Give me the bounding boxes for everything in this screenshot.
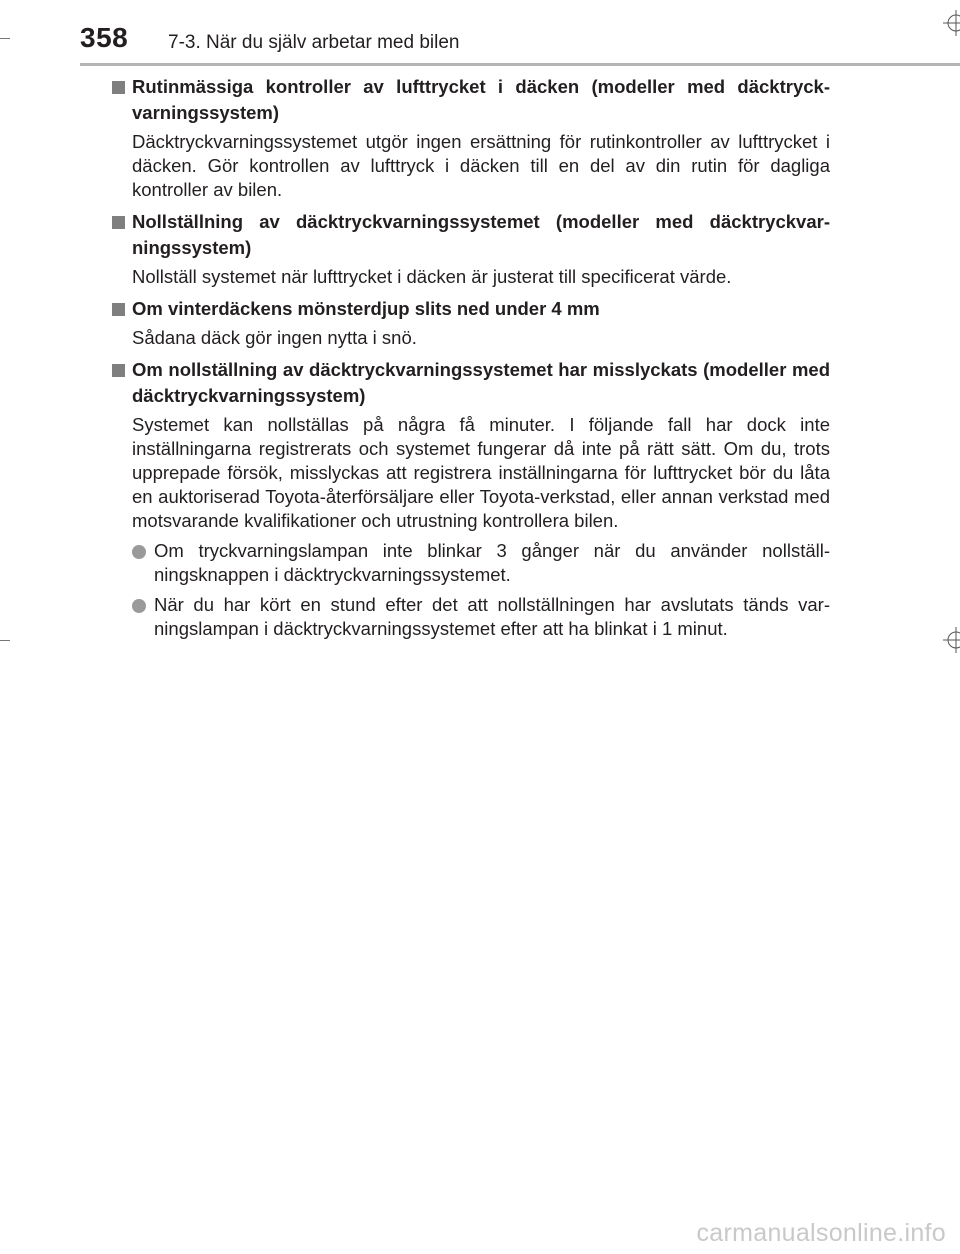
chapter-title: 7-3. När du själv arbetar med bilen — [168, 32, 460, 53]
section-heading — [112, 74, 830, 126]
section-reset-failed — [112, 357, 830, 641]
watermark: carmanualsonline.info — [696, 1219, 946, 1247]
section-heading-text: Om vinterdäckens mönsterdjup slits ned under 4 mm — [132, 298, 600, 319]
circle-bullet-icon — [132, 545, 146, 559]
section-body: Nollställ systemet när lufttrycket i däcken är justerat till specificerat värde. — [132, 266, 732, 287]
circle-bullet-icon — [132, 599, 146, 613]
section-heading-text: Om nollställning av däcktryckvarningssystemet har misslyckats (modeller med däcktryckvarningssystem) — [132, 359, 830, 406]
list-item — [132, 539, 830, 587]
square-bullet-icon — [112, 81, 125, 94]
list-item-text: Om tryckvarningslampan inte blinkar 3 gånger när du använder nollställ-ningsknappen i däcktryckvarningssystemet. — [154, 540, 830, 585]
page-content — [112, 74, 830, 648]
section-body: Systemet kan nollställas på några få minuter. I följande fall har dock inte inställningarna registrerats och systemet fungerar då inte på rätt sätt. Om du, trots upprepade försök, misslyckas att registrera inställningarna för lufttrycket bör du låta en auktoriserad Toyota-återförsäljare eller Toyota-verkstad, eller annan verkstad med motsvarande kvalifikationer och utrustning kontrollera bilen. — [132, 414, 830, 531]
list-item — [132, 593, 830, 641]
section-heading-text: Rutinmässiga kontroller av lufttrycket i däcken (modeller med däcktryck-varningssystem) — [132, 76, 830, 123]
registration-mark-top-right — [943, 10, 960, 36]
section-winter-tires — [112, 296, 830, 350]
section-routine-checks — [112, 74, 830, 202]
square-bullet-icon — [112, 364, 125, 377]
section-body: Sådana däck gör ingen nytta i snö. — [132, 327, 417, 348]
section-heading — [112, 296, 830, 322]
section-body: Däcktryckvarningssystemet utgör ingen ersättning för rutinkontroller av lufttrycket i däcken. Gör kontrollen av lufttryck i däcken till en del av din rutin för dagliga kontroller av bilen. — [132, 131, 830, 200]
crop-tick-left-top — [0, 38, 10, 39]
bullet-list — [112, 539, 830, 641]
square-bullet-icon — [112, 303, 125, 316]
list-item-text: När du har kört en stund efter det att nollställningen har avslutats tänds var-ningslampan i däcktryckvarningssystemet efter att ha blinkat i 1 minut. — [154, 594, 830, 639]
section-heading-text: Nollställning av däcktryckvarningssystemet (modeller med däcktryckvar-ningssystem) — [132, 211, 830, 258]
registration-mark-middle-right — [943, 627, 960, 653]
header-rule — [80, 63, 960, 66]
square-bullet-icon — [112, 216, 125, 229]
section-heading — [112, 357, 830, 409]
section-heading — [112, 209, 830, 261]
crop-tick-left-middle — [0, 640, 10, 641]
section-reset-system — [112, 209, 830, 289]
page-number: 358 — [80, 22, 129, 53]
